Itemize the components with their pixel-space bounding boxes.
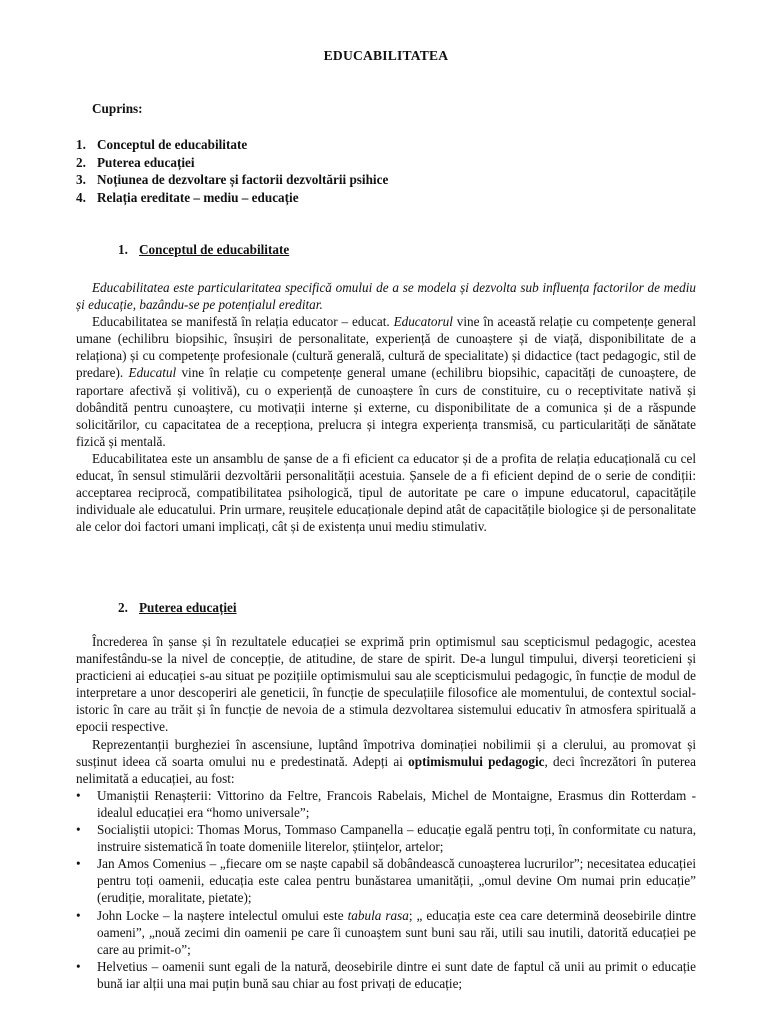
bullet-list <box>76 787 696 992</box>
list-item: • Helvetius – oamenii sunt egali de la natură, deosebirile dintre ei sunt date de faptul că unii au primit o educație bună iar alții una mai puțin bună sau chiar au fost privați de educație; <box>76 958 696 992</box>
list-item: • Jan Amos Comenius – „fiecare om se naște capabil să dobândească cunoașterea lucrurilor”; necesitatea educației pentru toți oamenii, educația este calea pentru bunăstarea umanității, „omul devine Om numai prin educație” (erudiție, moralitate, pietate); <box>76 855 696 906</box>
contents-label: Cuprins: <box>92 101 143 116</box>
section-1-heading: 1. Conceptul de educabilitate <box>118 242 290 257</box>
list-item: • Umaniștii Renașterii: Vittorino da Feltre, Francois Rabelais, Michel de Montaigne, Erasmus din Rotterdam - idealul educației era “homo universale”; <box>76 787 696 821</box>
section-1-body <box>76 279 696 535</box>
paragraph: Educabilitatea se manifestă în relația educator – educat. Educatorul vine în această relație cu competențe general umane (echilibru biopsihic, însușiri de personalitate, experiență de cunoaștere și de viață, disponibilitate de a relaționa) și cu competențe profesionale (cultură generală, cultură de specialitate) și didactice (tact pedagogic, stil de predare). Educatul vine în relație cu competențe general umane (echilibru biopsihic, capacități de cunoaștere, de raportare afectivă și volitivă), cu o experiență de cunoaștere în curs de constituire, cu o receptivitate nativă și dobândită pentru cunoaștere, cu motivații interne și externe, cu disponibilitate de a comunica și de a răspunde solicitărilor, cu capacitatea de a recepționa, prelucra și integra experiența transmisă, cu particularități de sănătate fizică și mentală. <box>76 314 697 449</box>
section-2-body <box>76 633 696 992</box>
toc-item: 2. Puterea educației <box>76 154 195 170</box>
table-of-contents <box>76 136 388 206</box>
list-item: • John Locke – la naștere intelectul omului este tabula rasa; „ educația este cea care determină deosebirile dintre oameni”, „nouă zecimi din oamenii pe care îi cunoaștem sunt buni sau răi, utili sau inutili, datorită educației pe care au primit-o”; <box>76 907 696 958</box>
toc-item: 3. Noțiunea de dezvoltare și factorii dezvoltării psihice <box>76 172 389 188</box>
paragraph: Educabilitatea este particularitatea specifică omului de a se modela și dezvolta sub influența factorilor de mediu și educație, bazându-se pe potențialul ereditar. <box>76 280 696 313</box>
paragraph: Reprezentanții burgheziei în ascensiune, luptând împotriva dominației nobilimii și a clerului, au promovat și susținut ideea că soarta omului nu e predestinată. Adepți ai optimismului pedagogic, deci încrezători în puterea nelimitată a educației, au fost: <box>76 736 696 786</box>
section-2-heading: 2. Puterea educației <box>118 600 237 615</box>
paragraph: Încrederea în șanse și în rezultatele educației se exprimă prin optimismul sau scepticismul pedagogic, acestea manifestându-se la nivel de concepție, de atitudine, de stare de spirit. De-a lungul timpului, diverși teoreticieni și practicieni ai educației s-au situat pe pozițiile optimismului sau ale scepticismului pedagogic, în funcție de modul de interpretare a unor descoperiri ale geneticii, în funcție de speculațiile filosofice ale momentului, de contextul social-istoric în care au trăit și în funcție de nevoia de a stimula dezvoltarea sistemului educativ în atmosfera spirituală a epocii respective. <box>76 634 696 735</box>
list-item: • Socialiștii utopici: Thomas Morus, Tommaso Campanella – educație egală pentru toți, în conformitate cu natura, instruire sistematică în toate domeniile literelor, științelor, artelor; <box>76 821 696 855</box>
toc-item: 1. Conceptul de educabilitate <box>76 137 248 152</box>
toc-item: 4. Relația ereditate – mediu – educație <box>76 189 299 205</box>
paragraph: Educabilitatea este un ansamblu de șanse de a fi eficient ca educator și de a profita de relația educațională cu cel educat, în sensul stimulării dezvoltării personalității acestuia. Șansele de a fi eficient depind de o serie de condiții: acceptarea reciprocă, compatibilitatea psihologică, tipul de autoritate pe care o impune educatorul, capacitățile individuale ale educatului. Prin urmare, reușitele educaționale depind atât de capacitățile biologice și de personalitate ale celor doi factori umani implicați, cât și de existența unui mediu stimulativ. <box>76 450 696 535</box>
document-title: EDUCABILITATEA <box>323 48 449 63</box>
